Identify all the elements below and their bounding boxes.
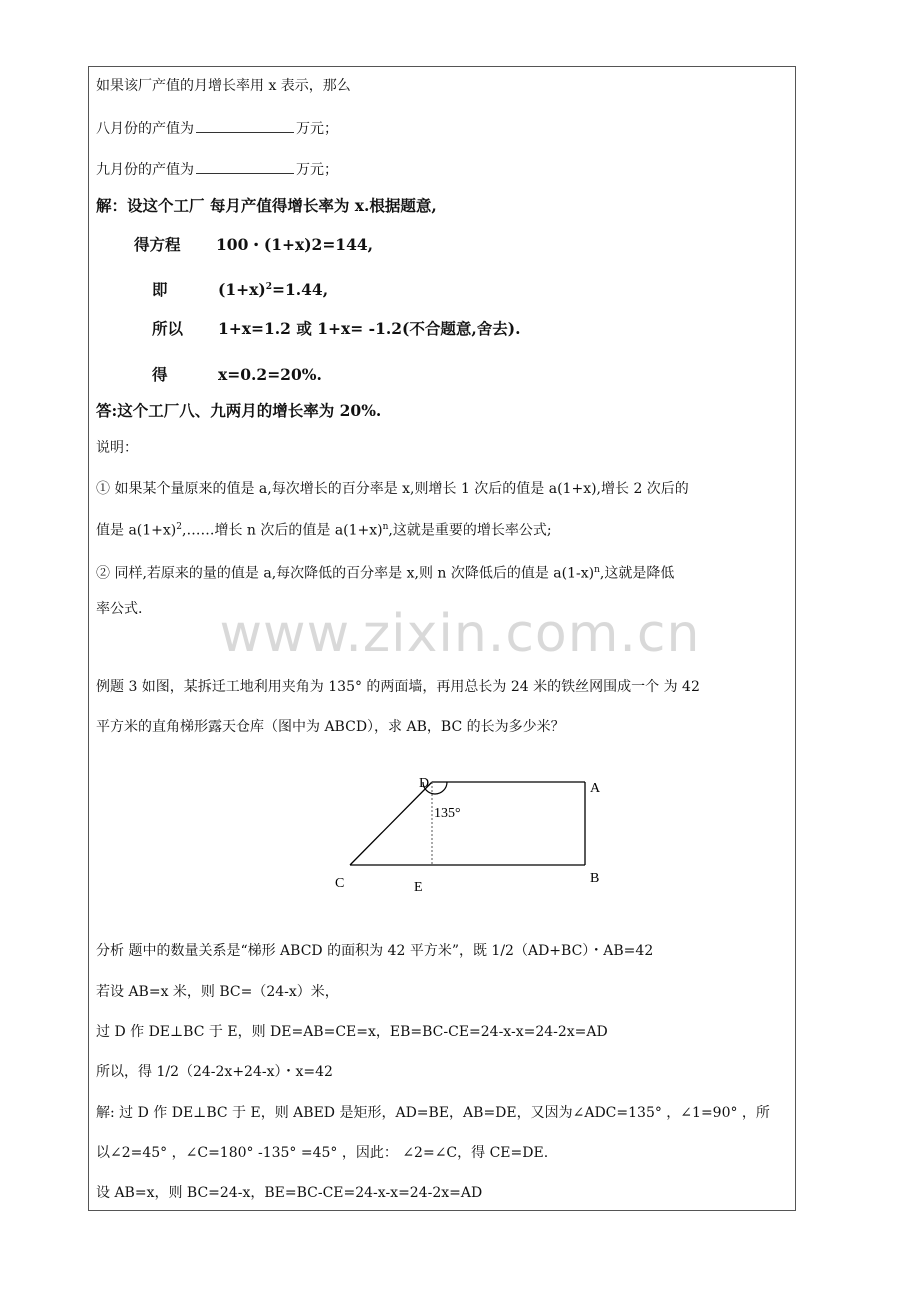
note-title: 说明： <box>96 440 138 456</box>
equation-2-exponent: 2 <box>265 281 272 292</box>
note-2-a-pre: ② 同样,若原来的量的值是 a,每次降低的百分率是 x,则 n 次降低后的值是 a(1-x) <box>96 565 595 582</box>
analysis-line-4: 所以，得 1/2（24-2x+24-x）・x=42 <box>96 1064 333 1080</box>
september-suffix: 万元； <box>296 162 338 178</box>
equation-1 <box>134 233 373 255</box>
september-output-line <box>96 159 338 179</box>
equation-3-value: 1+x=1.2 或 1+x= -1.2(不合题意,舍去). <box>218 319 521 338</box>
equation-2-value-b: =1.44, <box>271 280 329 299</box>
label-c: C <box>335 876 345 891</box>
equation-2-key: 即 <box>152 280 168 299</box>
note-1-b-pre: 值是 a(1+x) <box>96 522 177 539</box>
edge-dc <box>350 782 432 865</box>
intro-line: 如果该厂产值的月增长率用 x 表示，那么 <box>96 78 351 94</box>
equation-1-value: 100・(1+x)2=144, <box>216 235 374 254</box>
example-3-line-a: 例题 3 如图，某拆迁工地利用夹角为 135° 的两面墙，再用总长为 24 米的铁丝网围成一个 为 42 <box>96 679 700 695</box>
solution-2-line-b: 以∠2=45° ，∠C=180° -135° =45° ，因此： ∠2=∠C，得 CE=DE. <box>96 1145 549 1161</box>
august-output-line <box>96 118 338 138</box>
solution-2-line-c: 设 AB=x，则 BC=24-x，BE=BC-CE=24-x-x=24-2x=AD <box>96 1185 483 1201</box>
label-e: E <box>414 880 423 895</box>
equation-4-value: x=0.2=20%. <box>218 365 322 384</box>
note-1-b-sup2: n <box>382 522 389 532</box>
solution-2-line-a: 解: 过 D 作 DE⊥BC 于 E，则 ABED 是矩形，AD=BE，AB=DE，又因为∠ADC=135° ，∠1=90° ，所 <box>96 1105 770 1121</box>
note-2-line-b: 率公式. <box>96 601 143 617</box>
label-d: D <box>419 776 430 791</box>
august-suffix: 万元； <box>296 121 338 137</box>
trapezoid-figure <box>330 770 620 900</box>
answer-line: 答:这个工厂八、九两月的增长率为 20%. <box>96 401 382 420</box>
note-2-a-post: ,这就是降低 <box>599 565 675 582</box>
september-prefix: 九月份的产值为 <box>96 162 194 178</box>
note-2-line-a <box>96 561 674 583</box>
example-3-line-b: 平方米的直角梯形露天仓库（图中为 ABCD），求 AB，BC 的长为多少米？ <box>96 719 565 735</box>
equation-1-key: 得方程 <box>134 235 181 254</box>
analysis-line-1: 分析 题中的数量关系是“梯形 ABCD 的面积为 42 平方米”，既 1/2（AD+BC）・AB=42 <box>96 943 654 959</box>
note-1-line-b <box>96 518 552 540</box>
equation-2-value-a: (1+x) <box>218 280 266 299</box>
equation-4 <box>152 363 322 385</box>
note-1-b-post: ,这就是重要的增长率公式; <box>388 522 552 539</box>
note-1-line-a: ① 如果某个量原来的值是 a,每次增长的百分率是 x,则增长 1 次后的值是 a(1+x),增长 2 次后的 <box>96 481 689 497</box>
note-1-b-sup: 2 <box>176 522 182 532</box>
note-2-a-sup: n <box>594 565 600 575</box>
september-blank[interactable] <box>196 159 294 174</box>
note-1-b-mid: ,……增长 n 次后的值是 a(1+x) <box>182 522 383 539</box>
analysis-line-2: 若设 AB=x 米，则 BC=（24-x）米， <box>96 984 339 1000</box>
equation-3 <box>152 317 521 339</box>
equation-3-key: 所以 <box>152 319 184 338</box>
analysis-line-3: 过 D 作 DE⊥BC 于 E，则 DE=AB=CE=x，EB=BC-CE=24-x-x=24-2x=AD <box>96 1024 608 1040</box>
label-a: A <box>590 781 601 796</box>
angle-label: 135° <box>434 806 461 821</box>
watermark: www.zixin.com.cn <box>219 604 701 664</box>
label-b: B <box>590 871 600 886</box>
solution-intro: 解：设这个工厂 每月产值得增长率为 x.根据题意, <box>96 196 437 215</box>
august-blank[interactable] <box>196 118 294 133</box>
equation-2 <box>152 278 328 300</box>
equation-4-key: 得 <box>152 365 168 384</box>
august-prefix: 八月份的产值为 <box>96 121 194 137</box>
